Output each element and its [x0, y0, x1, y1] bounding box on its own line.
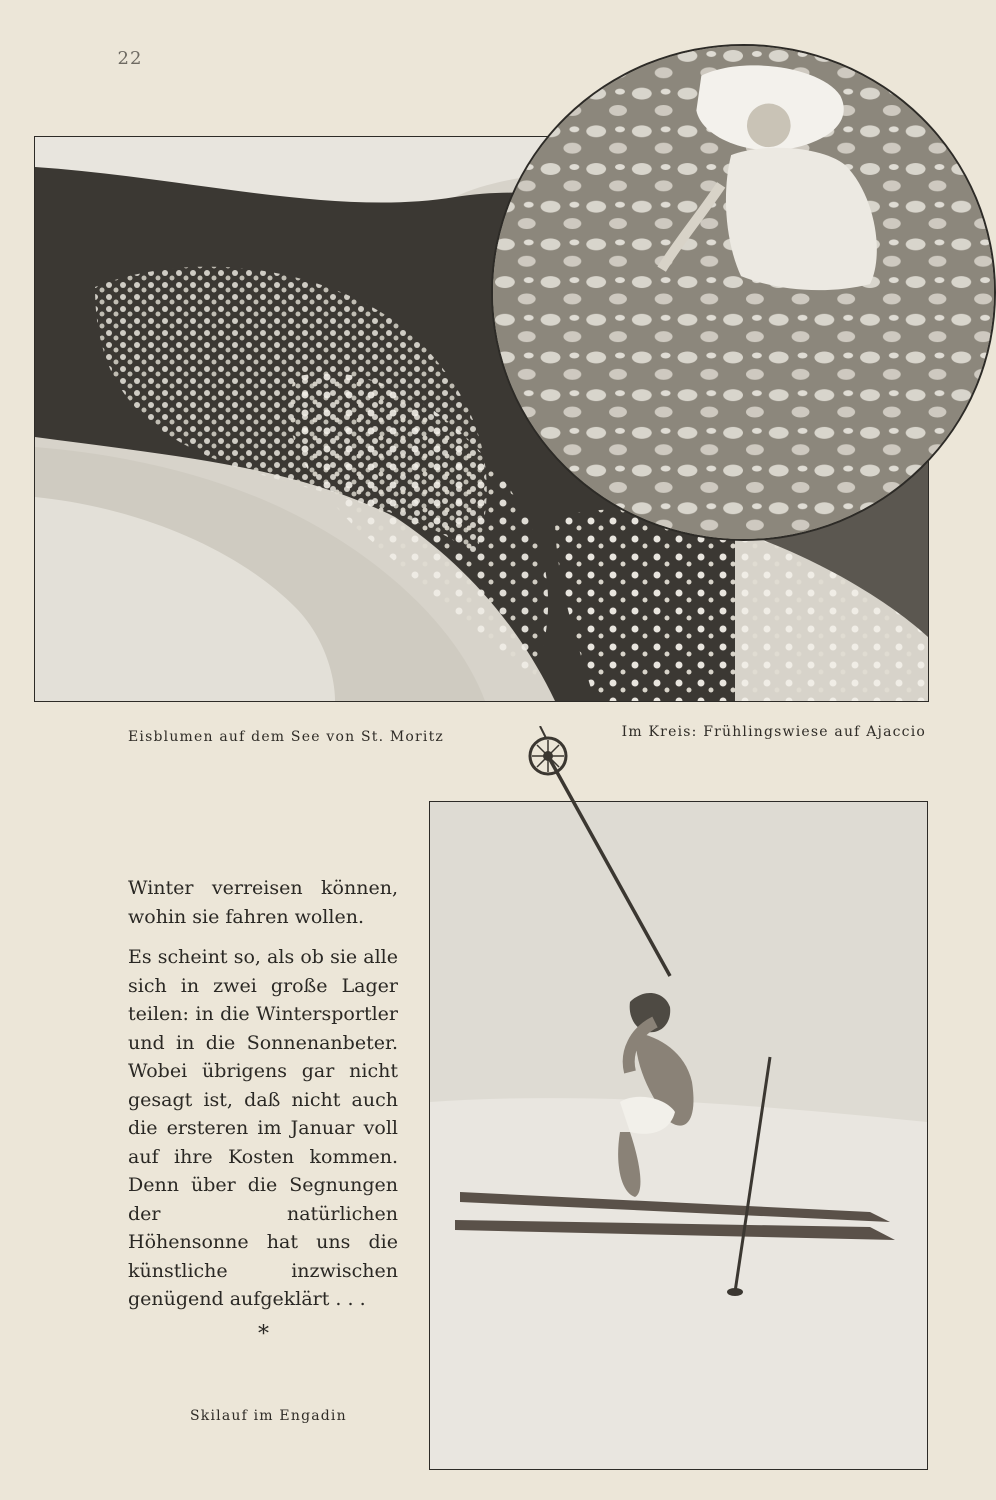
article-paragraph: Winter verreisen können, wohin sie fahren wollen.: [128, 877, 398, 928]
ski-pole-decoration: [520, 726, 720, 1006]
section-separator: *: [258, 1322, 269, 1347]
caption-spring-meadow: Im Kreis: Frühlingswiese auf Ajaccio: [621, 724, 926, 740]
page-number: 22: [117, 48, 143, 69]
spring-meadow-photo: [491, 44, 996, 541]
caption-skier: Skilauf im Engadin: [190, 1408, 347, 1424]
article-text: [128, 874, 398, 1326]
caption-ice-flowers: Eisblumen auf dem See von St. Moritz: [128, 729, 445, 745]
article-paragraph: Es scheint so, als ob sie alle sich in zwei große Lager teilen: in die Wintersportler und in die Sonnenanbeter. Wobei übrigens gar nicht gesagt ist, daß nicht auch die ersteren im Januar voll auf ihre Kosten kommen. Denn über die Segnungen der natürlichen Höhensonne hat uns die künstliche inzwischen genügend aufgeklärt . . .: [128, 946, 398, 1310]
